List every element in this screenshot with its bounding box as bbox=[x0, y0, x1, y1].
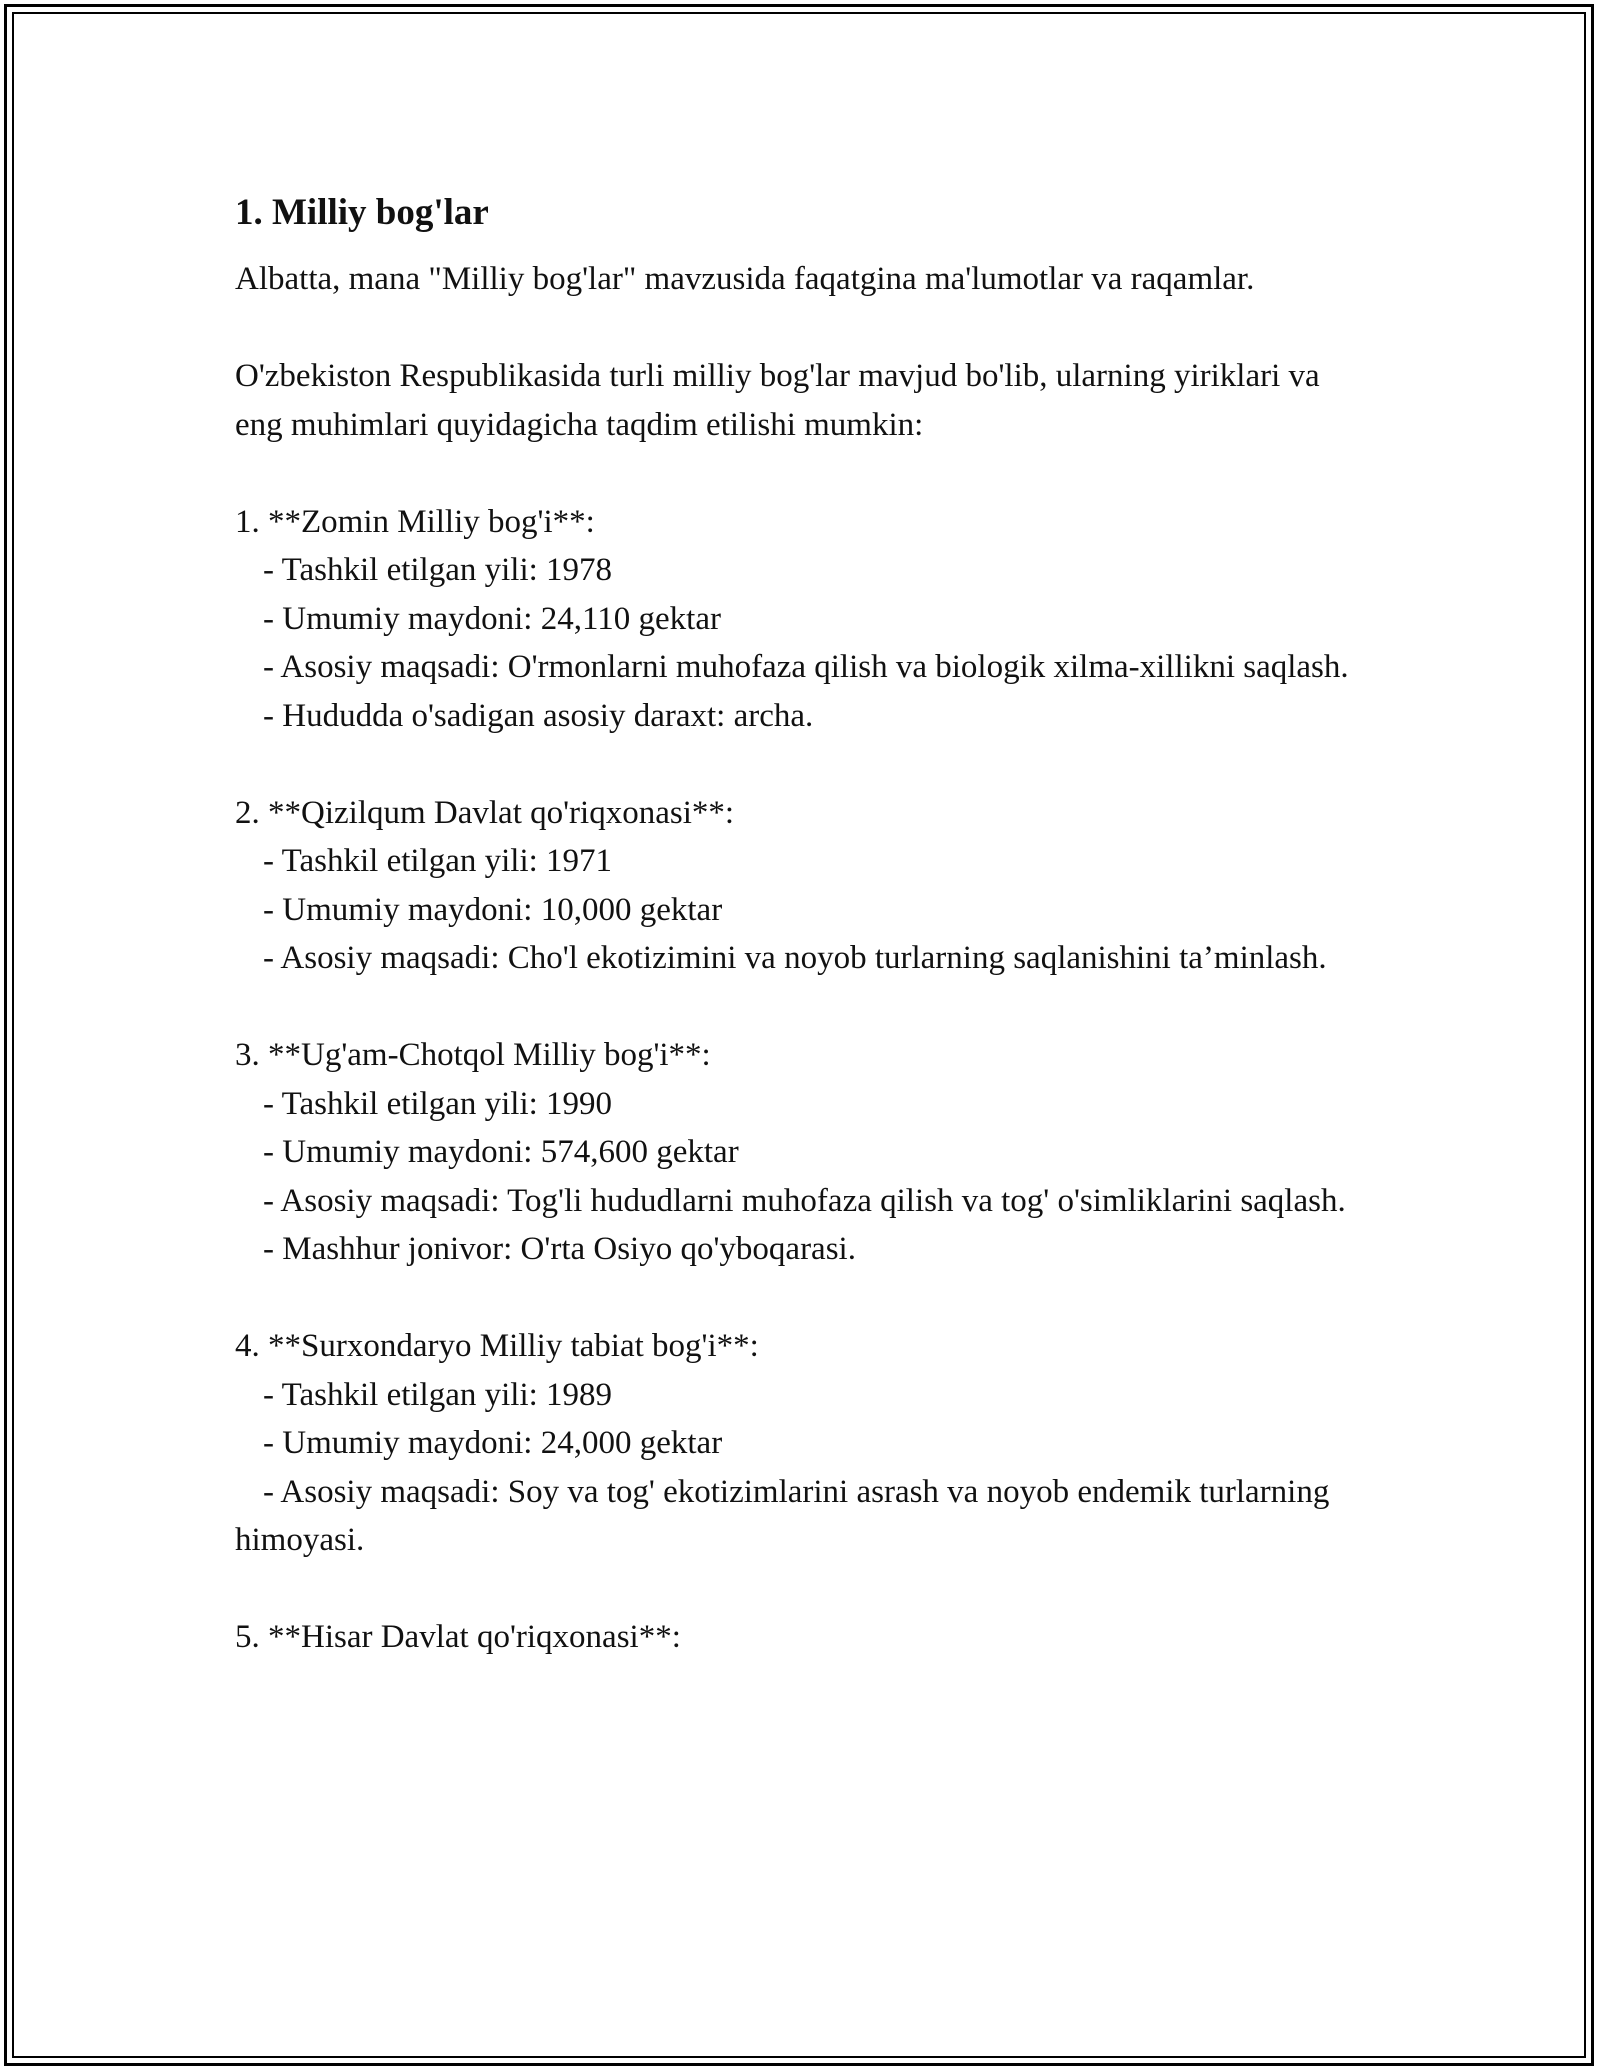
document-title: 1. Milliy bog'lar bbox=[235, 192, 489, 233]
list-item-detail bbox=[235, 1225, 1365, 1274]
detail-text: - Hududda o'sadigan asosiy daraxt: archa. bbox=[263, 697, 814, 734]
list-item-detail bbox=[235, 595, 1365, 644]
list-item-heading: 5. **Hisar Davlat qo'riqxonasi**: bbox=[235, 1619, 681, 1655]
list-item-heading: 1. **Zomin Milliy bog'i**: bbox=[235, 503, 595, 540]
list-item-detail bbox=[235, 546, 1365, 595]
list-item-heading: 3. **Ug'am-Chotqol Milliy bog'i**: bbox=[235, 1037, 711, 1073]
park-list bbox=[235, 498, 1365, 1662]
list-item-detail bbox=[235, 886, 1365, 935]
detail-text: - Umumiy maydoni: 24,000 gektar bbox=[263, 1425, 723, 1461]
list-item-detail bbox=[235, 1371, 1365, 1420]
list-item-detail bbox=[235, 934, 1365, 983]
list-item bbox=[235, 1031, 1365, 1274]
detail-text: - Asosiy maqsadi: Tog'li hududlarni muhofaza qilish va tog' o'simliklarini saqlash. bbox=[263, 1182, 1346, 1219]
list-item-detail bbox=[235, 692, 1365, 741]
list-item-heading: 2. **Qizilqum Davlat qo'riqxonasi**: bbox=[235, 794, 735, 831]
detail-text: - Umumiy maydoni: 24,110 gektar bbox=[263, 600, 721, 637]
list-item-detail bbox=[235, 1080, 1365, 1129]
list-item-heading: 4. **Surxondaryo Milliy tabiat bog'i**: bbox=[235, 1328, 759, 1364]
detail-text: - Asosiy maqsadi: Cho'l ekotizimini va noyob turlarning saqlanishini ta’minlash. bbox=[263, 940, 1327, 976]
detail-text: - Tashkil etilgan yili: 1978 bbox=[263, 552, 613, 588]
detail-text: - Umumiy maydoni: 10,000 gektar bbox=[263, 891, 723, 928]
list-item bbox=[235, 498, 1365, 741]
list-item-detail bbox=[235, 1468, 1365, 1565]
list-item bbox=[235, 1322, 1365, 1565]
list-item-detail bbox=[235, 1128, 1365, 1177]
list-item bbox=[235, 1613, 1365, 1662]
list-item-detail bbox=[235, 643, 1365, 692]
detail-text: - Asosiy maqsadi: Soy va tog' ekotizimlarini asrash va noyob endemik turlarning himoyasi. bbox=[235, 1473, 1330, 1558]
detail-text: - Tashkil etilgan yili: 1989 bbox=[263, 1376, 613, 1413]
detail-text: - Mashhur jonivor: O'rta Osiyo qo'yboqarasi. bbox=[263, 1231, 856, 1267]
detail-text: - Tashkil etilgan yili: 1971 bbox=[263, 843, 613, 879]
detail-text: - Tashkil etilgan yili: 1990 bbox=[263, 1085, 613, 1122]
list-item-detail bbox=[235, 1419, 1365, 1468]
detail-text: - Umumiy maydoni: 574,600 gektar bbox=[263, 1134, 739, 1170]
detail-text: - Asosiy maqsadi: O'rmonlarni muhofaza qilish va biologik xilma-xillikni saqlash. bbox=[263, 649, 1349, 685]
list-item-detail bbox=[235, 1177, 1365, 1226]
intro-paragraph: Albatta, mana "Milliy bog'lar" mavzusida faqatgina ma'lumotlar va raqamlar. bbox=[235, 261, 1255, 297]
list-item-detail bbox=[235, 837, 1365, 886]
lead-paragraph: O'zbekiston Respublikasida turli milliy bog'lar mavjud bo'lib, ularning yiriklari va eng muhimlari quyidagicha taqdim etilishi mumkin: bbox=[235, 358, 1320, 443]
document-body bbox=[235, 185, 1365, 1662]
list-item bbox=[235, 789, 1365, 983]
